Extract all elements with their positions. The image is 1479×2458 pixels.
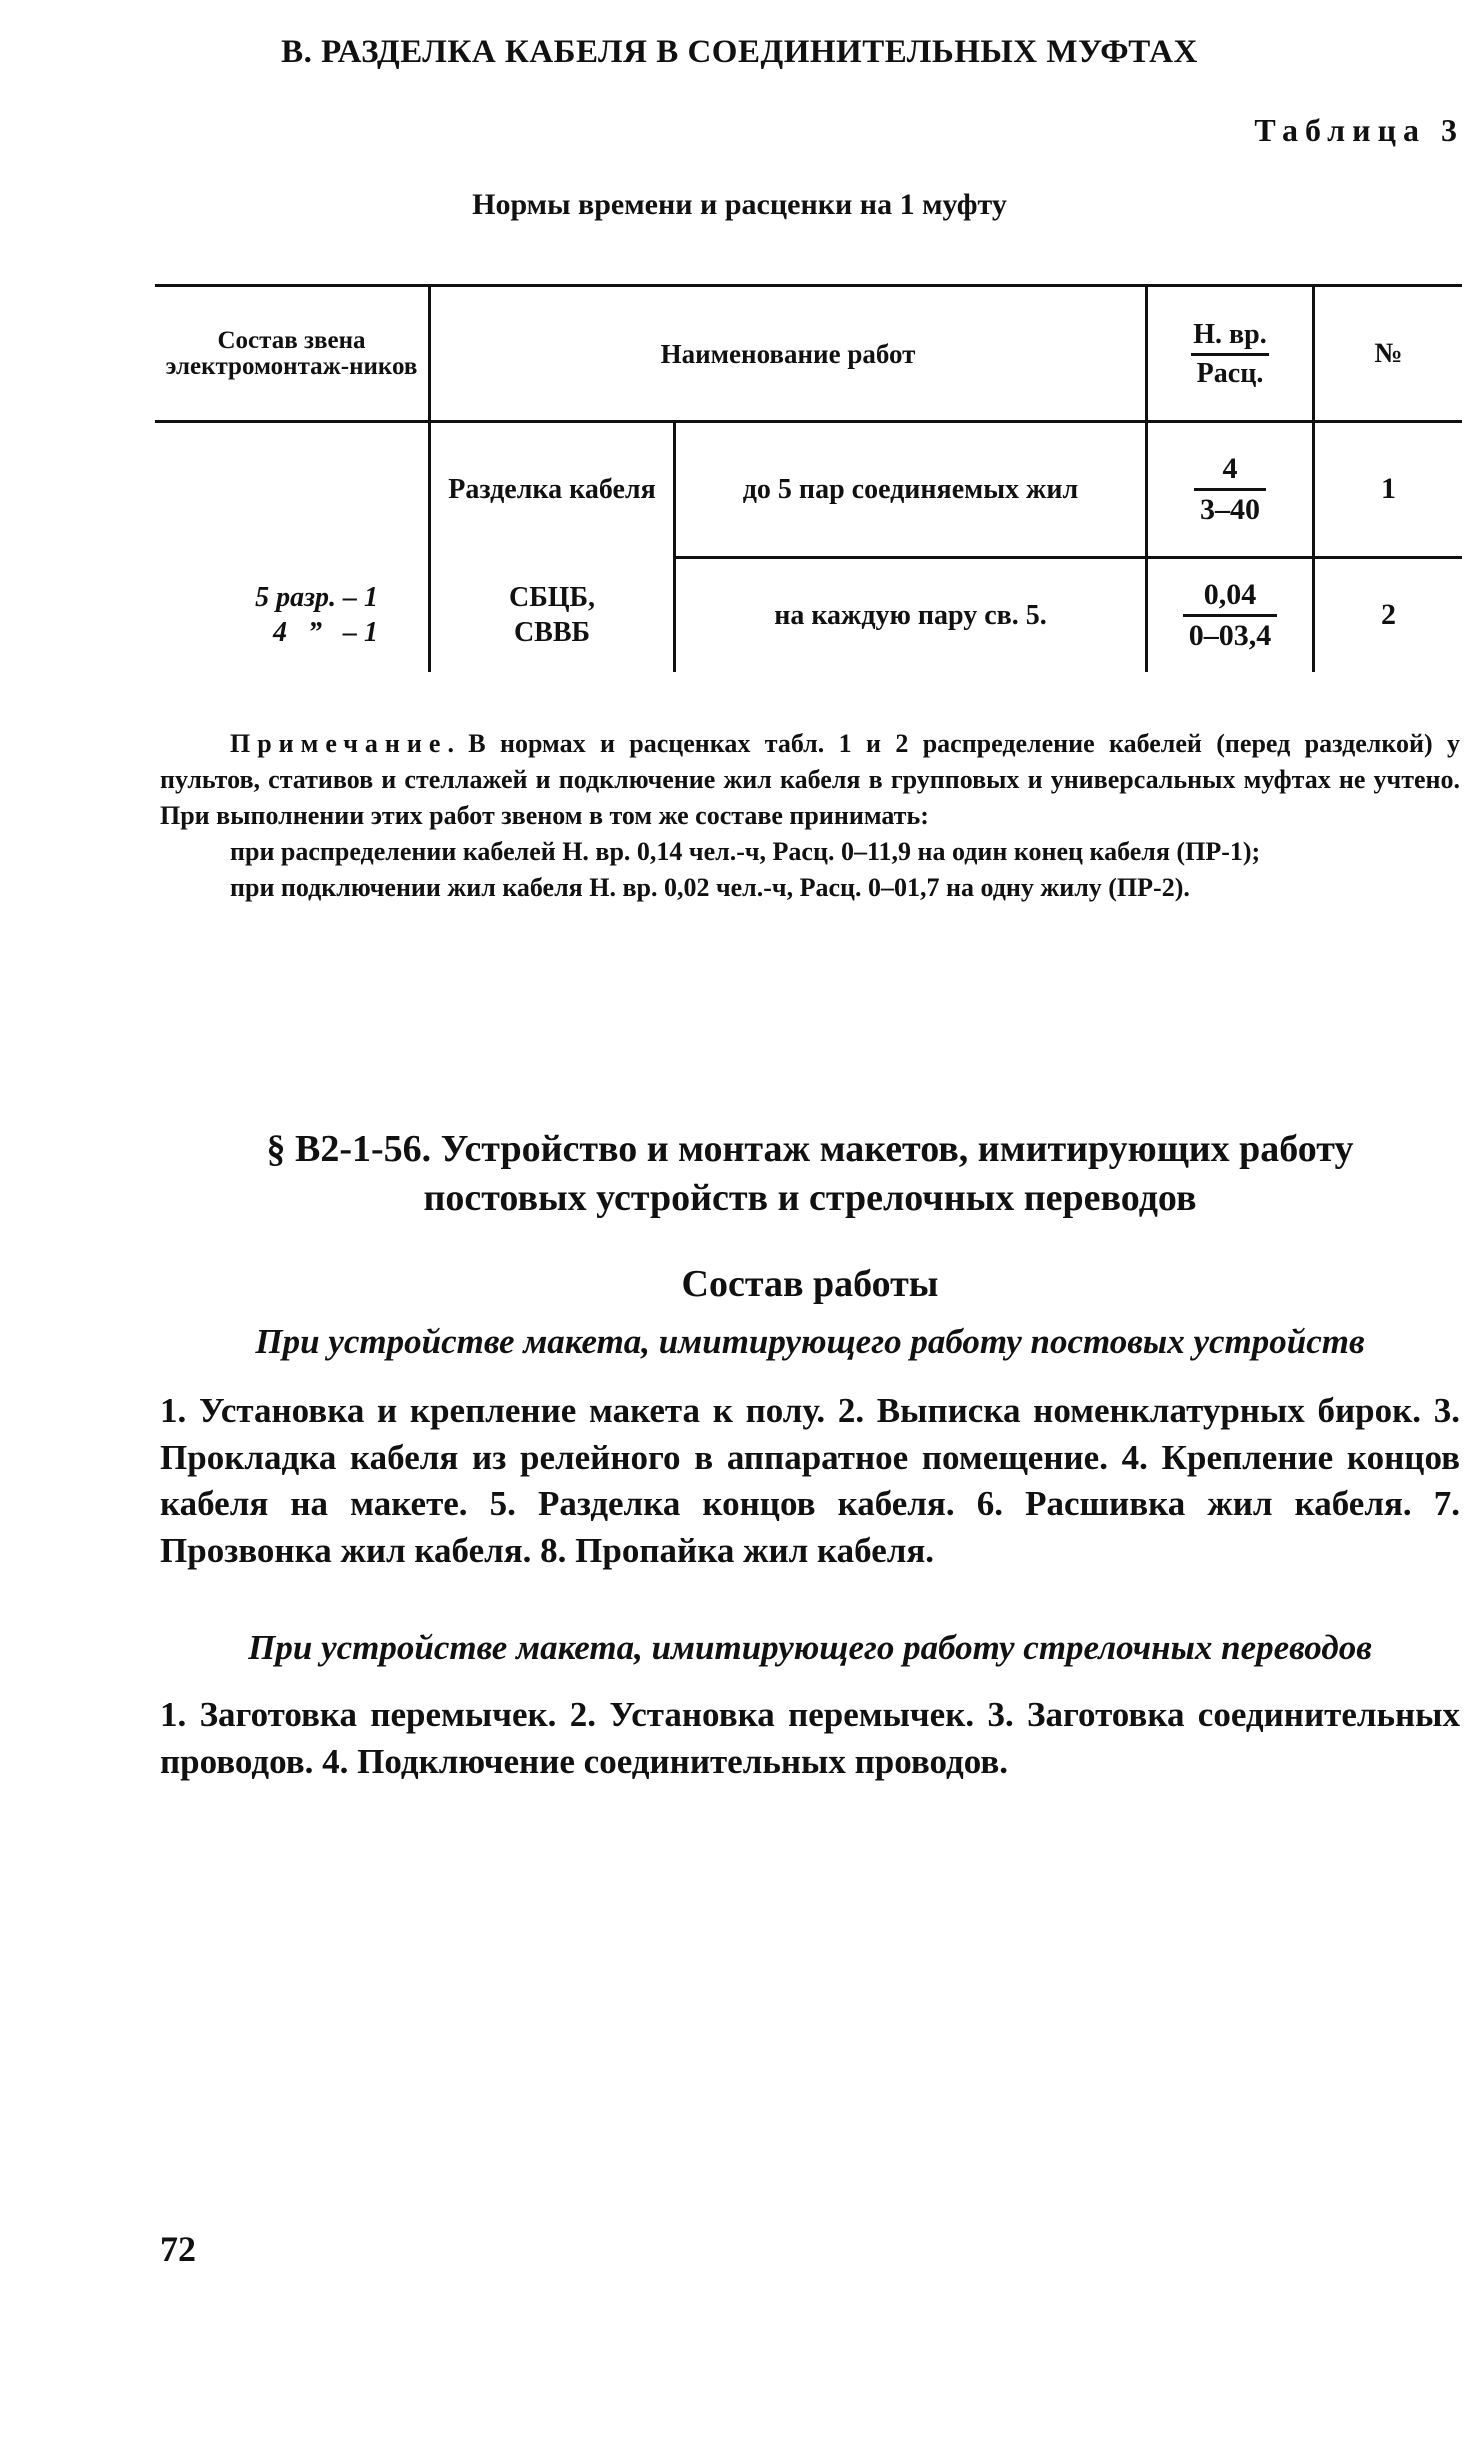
row-1-price: 3–40 [1194,488,1266,527]
table-number: Таблица 3 [1254,112,1464,148]
note-label: Примечание [230,729,448,758]
note-text: . В нормах и расценках табл. 1 и 2 распределение кабелей (перед разделкой) у пультов, стативов и стеллажей и подключение жил кабеля в групповых и универсальных муфтах не учтено. При выполнении этих работ звеном в том же составе принимать: [160,729,1460,830]
work-group: Разделка кабеля [448,473,656,505]
cable-types: СБЦБ, СВВБ [508,582,596,648]
subheading-switches: При устройстве макета, имитирующего работу стрелочных переводов [248,1628,1372,1667]
table-header-rule [155,420,1462,423]
row-1-norm-time: 4 [1222,451,1238,485]
paragraph-title-line-2: постовых устройств и стрелочных переводов [423,1177,1197,1220]
header-norm [1148,290,1312,418]
table-top-rule [155,284,1462,287]
table-note [160,726,1460,905]
work-list-switches: 1. Заготовка перемычек. 2. Установка перемычек. 3. Заготовка соединительных проводов. 4. Подключение соединительных проводов. [160,1695,1460,1781]
header-number: № [1374,338,1403,370]
composition-heading: Состав работы [681,1263,939,1305]
row-2-norm-time: 0,04 [1203,577,1257,611]
subheading-posts: При устройстве макета, имитирующего работу постовых устройств [255,1322,1365,1361]
table-row-1-description: до 5 пар соединяемых жил [742,473,1079,505]
table-row-1-number: 1 [1381,472,1396,506]
table-row-1-norm [1148,424,1312,554]
note-item-2: при подключении жил кабеля Н. вр. 0,02 чел.-ч, Расц. 0–01,7 на одну жилу (ПР-2). [230,872,1190,902]
header-norm-time: Н. вр. [1193,318,1267,350]
row-2-price: 0–03,4 [1183,614,1278,653]
table-row-2-number: 2 [1381,598,1396,632]
table-caption: Нормы времени и расценки на 1 муфту [472,188,1007,221]
header-work-name: Наименование работ [660,338,916,369]
crew-line-1: 5 разр. – 1 [255,582,378,613]
note-item-1: при распределении кабелей Н. вр. 0,14 чел.-ч, Расц. 0–11,9 на один конец кабеля (ПР-1); [230,836,1261,866]
table-row-rule [675,556,1462,559]
section-title: В. РАЗДЕЛКА КАБЕЛЯ В СОЕДИНИТЕЛЬНЫХ МУФТАХ [281,34,1198,70]
crew-composition [155,560,428,670]
paragraph-title-line-1: § В2-1-56. Устройство и монтаж макетов, имитирующих работу [266,1128,1354,1170]
work-list-posts: 1. Установка и крепление макета к полу. 2. Выписка номенклатурных бирок. 3. Прокладка кабеля из релейного в аппаратное помещение. 4. Крепление концов кабеля на макете. 5. Разделка концов кабеля. 6. Расшивка жил кабеля. 7. Прозвонка жил кабеля. 8. Пропайка жил кабеля. [160,1391,1460,1570]
page-number: 72 [160,2229,196,2269]
table-row-2-description: на каждую пару св. 5. [774,599,1047,631]
crew-line-2: 4 ” – 1 [273,617,378,648]
header-crew: Состав звена электромонтаж-ников [165,326,418,380]
header-price: Расц. [1191,353,1270,390]
table-row-2-norm [1148,560,1312,670]
paragraph-title [160,1125,1460,1224]
note-main [160,726,1460,834]
